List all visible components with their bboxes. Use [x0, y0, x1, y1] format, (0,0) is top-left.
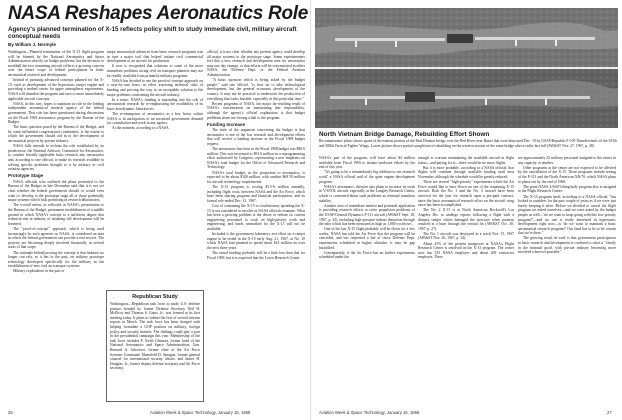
paragraph: "A basic question which is being asked by the budget people," said one official, "is how far to take technological development, but the general economic development of the country. It may not be practical to underwrite the production of everything that looks feasible, especially in this particular time." [207, 78, 305, 101]
paragraph: The basic question posed by the Bureau of the Budget, and by some influential congressional committees, is the extent to which the government should aid in to the development of aeronautical projects by private industry. [8, 125, 104, 144]
paragraph: Consequently, if the Air Force has no further experiments scheduled under the [319, 250, 415, 260]
bridge-photo-image [315, 8, 618, 128]
paragraph: One of the last X-15 flight probably will be flown for a few weeks. NASA has told the Air Force that the program will be cancelled, and has requested a bid of those Defense Dept. experiments scheduled at higher altitudes, it may be gap backfilled. [319, 227, 415, 250]
paragraph: The point NASA-USAF lifting body program also is assigned to the Flight Research Center. [518, 184, 616, 194]
photo-title: North Vietnam Bridge Damage, Rebuilding Effort Shown [319, 131, 490, 138]
paragraph: Another area of immediate interest and potential application is providing research efforts to solve propulsion problems of the USAF/General Dynamics F-111 aircraft (AW&ST Sept. 18, 1967, p. 25), including high-pressure turbine distortion through the inlet which has been measured as high as 1,000 cycles/sec. [319, 203, 415, 227]
paragraph: The No. 2 X-15 is at North American Rockwell's Los Angeles Div. to undergo repairs following a flight with a dummy ramjet which damaged the structure when patterns resulted in a burn through the ventral fin (AW&ST Oct. 30, 1967, p. 27). [418, 208, 514, 231]
paragraph: NASA, in this way, hopes to maintain its role in the leading independent aeronautical research agency of the federal government. That role has been questioned during discussions on the Fiscal 1969 aeronautics program by the Bureau of the Budget. [8, 101, 104, 125]
republican-study-box [106, 290, 204, 402]
right-column-2 [418, 156, 514, 406]
paragraph: The No. 1 aircraft was destroyed in a crash Nov. 15, 1967 (AW&ST Nov. 20, 1967, p. 34). [418, 231, 514, 241]
paragraph: The overall intent, as reflected in NASA's presentation to the Bureau of the Budget, permanent establishment of a middle ground in which NASA's concept to a sufficient degree that technical risk in industry of initiating full development will be lessened. [8, 203, 104, 226]
paragraph: In a sense, NASA's funding is expanding into the role of aeronautical research by re-emphasizing the availability of its basic aerodynamic laboratories. [107, 97, 203, 111]
article-headline: NASA Reshapes Aeronautics Role [8, 3, 309, 24]
paragraph: The X-15 program is costing $5.5-6 million annually, including flight costs, between NASA and the Air Force, which have been sharing program and financial participation, and its formal role ended Dec. 31, 1967. [207, 185, 305, 203]
paragraph: The "proof-of-concept" approach, which is being used increasingly by such agencies as NASA, is considered an area in which the federal government can provide a real service. The projects are becoming deeply involved financially in several areas of that scope. [8, 226, 104, 250]
paragraph: Washington—Planned termination of the X-15 flight program will be blunted by the National Aeronautics and Space Administration directly on budget problems, but the decision to mothball the two remaining aircraft reflects a growing concern over the future scope of federal participation in basic aeronautical research and development. [8, 50, 104, 77]
right-column-1 [319, 156, 415, 406]
article-byline: By William J. Normyle [8, 42, 56, 47]
paragraph: are approximately 25 military personnel assigned to the center in any capacity or another. [518, 156, 616, 165]
paragraph: The aeronautics line item in the Fiscal 1968 budget was $86.6 million. This was increased to $91.6 million in a reprogramming effort authorized by Congress, representing a new emphasis on NASA's total budget for the Office of Advanced Research and Technology. [207, 147, 305, 170]
footer-publication-left: Aviation Week & Space Technology, January 15, 1968 [150, 410, 251, 415]
paragraph: But it is more probable, according to a NASA official, that flights will continue through available funding until next November, although the schedule would be greatly reduced. [418, 165, 514, 179]
article-column-3 [207, 50, 305, 406]
article-column-1 [8, 50, 104, 406]
paragraph: major aeronautical advances from basic research programs was in turn a major tool that helped initiate civil commercial development of an aircraft for production. [107, 50, 203, 64]
paragraph: Recent programs of NASA, the major far-reaching result of NASA's concentration on maintaining that responsibility, although the agency's official explanation is that budget problems alone are forcing a halt to the program. [207, 101, 305, 120]
paragraph: The growing trend, he said, is that government participation in basic research and development is confined to what is "clearly in the national good, with private industry becoming more involved wherever possible." [518, 236, 616, 255]
paragraph: At the moment, according to a NASA [112, 126, 169, 131]
paragraph: The re-emergence of aeronautics as a key factor within NASA is in anticipation of an increased government demand for consultation and work in any agency. [107, 112, 203, 126]
paragraph: The rationale behind proving the concept is that industry no longer can rely, as it has in the past, on military prototype technology developed specifically for the military as the establishment of new civil air transport systems. [8, 250, 104, 269]
subhead-prototype-stage: Prototype Stage [8, 173, 44, 179]
box-title: Republican Study [132, 294, 178, 300]
paragraph: The state of the argument concerning the budget is that aeronautics is one of the low research and development efforts that will receive a funding increase in the Fiscal 1969 budget request. [207, 128, 305, 146]
subhead-funding-increase: Funding Increase [207, 121, 246, 127]
paragraph: It now is recognized that solutions to some of the more immediate problems facing civil air transport planners may not be readily available from primarily military programs. [107, 64, 203, 78]
article-column-2 [107, 50, 203, 286]
paragraph: There are several "high-priority" experiments which the Air Force would like to have flown on one of the remaining X-15 aircraft. Both the No. 1 and the No. 3 aircraft have been reserved for the year for research upon a pre-paid contract, since the basic aeronautical research effort on the aircraft wing since has been accomplished. [418, 180, 514, 208]
paragraph: NASA's aeronautics division also plans to increase its work in V/STOL aircraft, especially at the Langley Research Center, which is concerned about such problems as terminal transition stability. [319, 184, 415, 203]
article-deck: Agency's planned termination of X-15 reflects policy shift to study immediate civil, military aircraft conceptual needs [8, 26, 297, 40]
paragraph: "It's going to be a tremendously big addition to our research work" a NASA official said of the quiet engine development program. [319, 170, 415, 184]
paragraph: NASA has decided to use the proof-of-concept approach on a case-by-case basis, in effect assessing technical risks of funding and proving the way to an acceptable solution to the major problems confronting the aircraft industry. [107, 78, 203, 97]
page-number-left: 26 [8, 410, 13, 415]
page-number-right: 27 [607, 410, 612, 415]
footer-publication-right: Aviation Week & Space Technology, January 15, 1968 [319, 410, 420, 415]
reconnaissance-photo [315, 8, 618, 128]
paragraph: official, it is not clear whether any present agency could develop all major systems to the prototype stage. Some experimenters feel that a new research and development area for aeronautics may one day emerge, or that efforts will be concentrated in either NASA, the Defense Dept. or the Federal Aviation Administration. [207, 50, 305, 77]
paragraph: Instead of pursuing advanced concepts planned for the X-15, such as development of the hypersonic ramjet engine and providing a testbed carrier for upper atmospheric experiments, NASA will abandon the program and turn to more immediately applicable aircraft concepts. [8, 78, 104, 101]
paragraph: Cost of continuing the X-15 to revolutionary spending the X-15 is not considered to involve as NASA officials examine. What has been a growing problem is the desire to release its current engineering personnel to work on high-priority work and engineering, and funds earmarked for the X-15 will not be available. [207, 203, 305, 231]
box-text: Washington—Republican task force to study U.S. defense posture, headed by former Defense Secretary Neil H. McElroy and Thomas S. Gates, Jr., was formed at its first meeting today. It plans to submit the first of several interim reports in March. The task force has been charged with helping formulate a GOP position on military, foreign policy and security matters. The findings could play a part in the presidential campaign this year. Membership of the task force includes F. Keith Glennan, former head of the National Aeronautics and Space Administration; Gen. Bernard A. Schriever, former chief of the Air Force Systems Command; Mansfield D. Sprague, former general counsel for international security affairs; and James H. Douglas, Jr., former deputy defense secretary and Air Force secretary. [110, 302, 200, 371]
paragraph: Military exploitation in the past of [13, 269, 65, 274]
paragraph: NASA fully intends to reclaim the role established by its predecessor, the National Advisory Committee for Aeronautics, to conduct broadly applicable basic research into aeronautics and, according to one official, to make its research available in solving specific problems brought to it by military or civil aviation agencies. [8, 144, 104, 172]
right-column-3 [518, 156, 616, 406]
paragraph: NASA officials who outlined the plans presented to the Bureau of the Budget in late December said that it is not yet clear whether the federal government should, or would even want to, develop to the prototype stage all of those potentially major systems which look promising in research laboratories. [8, 179, 104, 203]
paragraph: Other programs at the center are not expected to be affected by the cancellation of the X-15. These programs include testing of the F-111 and the North American XB-70, which NASA plans to phase out by the end of 1968. [518, 165, 616, 184]
right-page [311, 0, 622, 420]
paragraph: Included is the government laboratory test effort on a ramjet engine to be tested in the X-15 early Aug. 21, 1967, at No. 10 which NASA had planned to spend about $14 million on over the next three years. [207, 232, 305, 250]
photo-caption: Reconnaissance photo shows spans of the eastern portion of the Paul Doumer bridge over the Red River near Hanoi that were destroyed Dec. 18 by USAF/Republic F-105 Thunderchiefs of the 355th and 388th Tactical Fighter Wings. Lower picture shows partial completion of rebuilding on the western section of the same bridge after a strike last fall (AW&ST Nov. 27, 1967, p. 28). [319, 139, 617, 148]
paragraph: The X-15 program itself, according to a NASA official, "has looked to outsiders for the past couple of years as if we were just barely keeping it alive. Before we decided to cancel the flight program we asked ourselves—and we were asked by the budget people as well—'do we want to keep going with this low-priority program?'—and no one is really interested in hypersonic development right now—is 'do we want to maintain a basic aeronautical research program?' Our final has to be to be certain that we're there." [518, 194, 616, 236]
paragraph: The actual funding probably will be a little less than that for Fiscal 1969, but it is expected that the Lewis Research Center [207, 251, 305, 260]
paragraph: About 25% of the present manpower at NASA's Flight Research Center is involved in the X-15 program. The center now has 525 NASA employes and about 200 contractor employes. There [418, 241, 514, 260]
paragraph: enough to warrant maintaining the available aircraft in flight status—and paying for it—there would be no more flights. [418, 156, 514, 165]
paragraph: NASA's total budget, in the proportion to aeronautics, is expected to be about $100 million, with another $69.50 million for aircraft technology requirements. [207, 170, 305, 184]
paragraph: NASA's part of the program, will have about $4 million available from Fiscal 1969 to initiate hardware efforts by the end of this year. [319, 156, 415, 170]
